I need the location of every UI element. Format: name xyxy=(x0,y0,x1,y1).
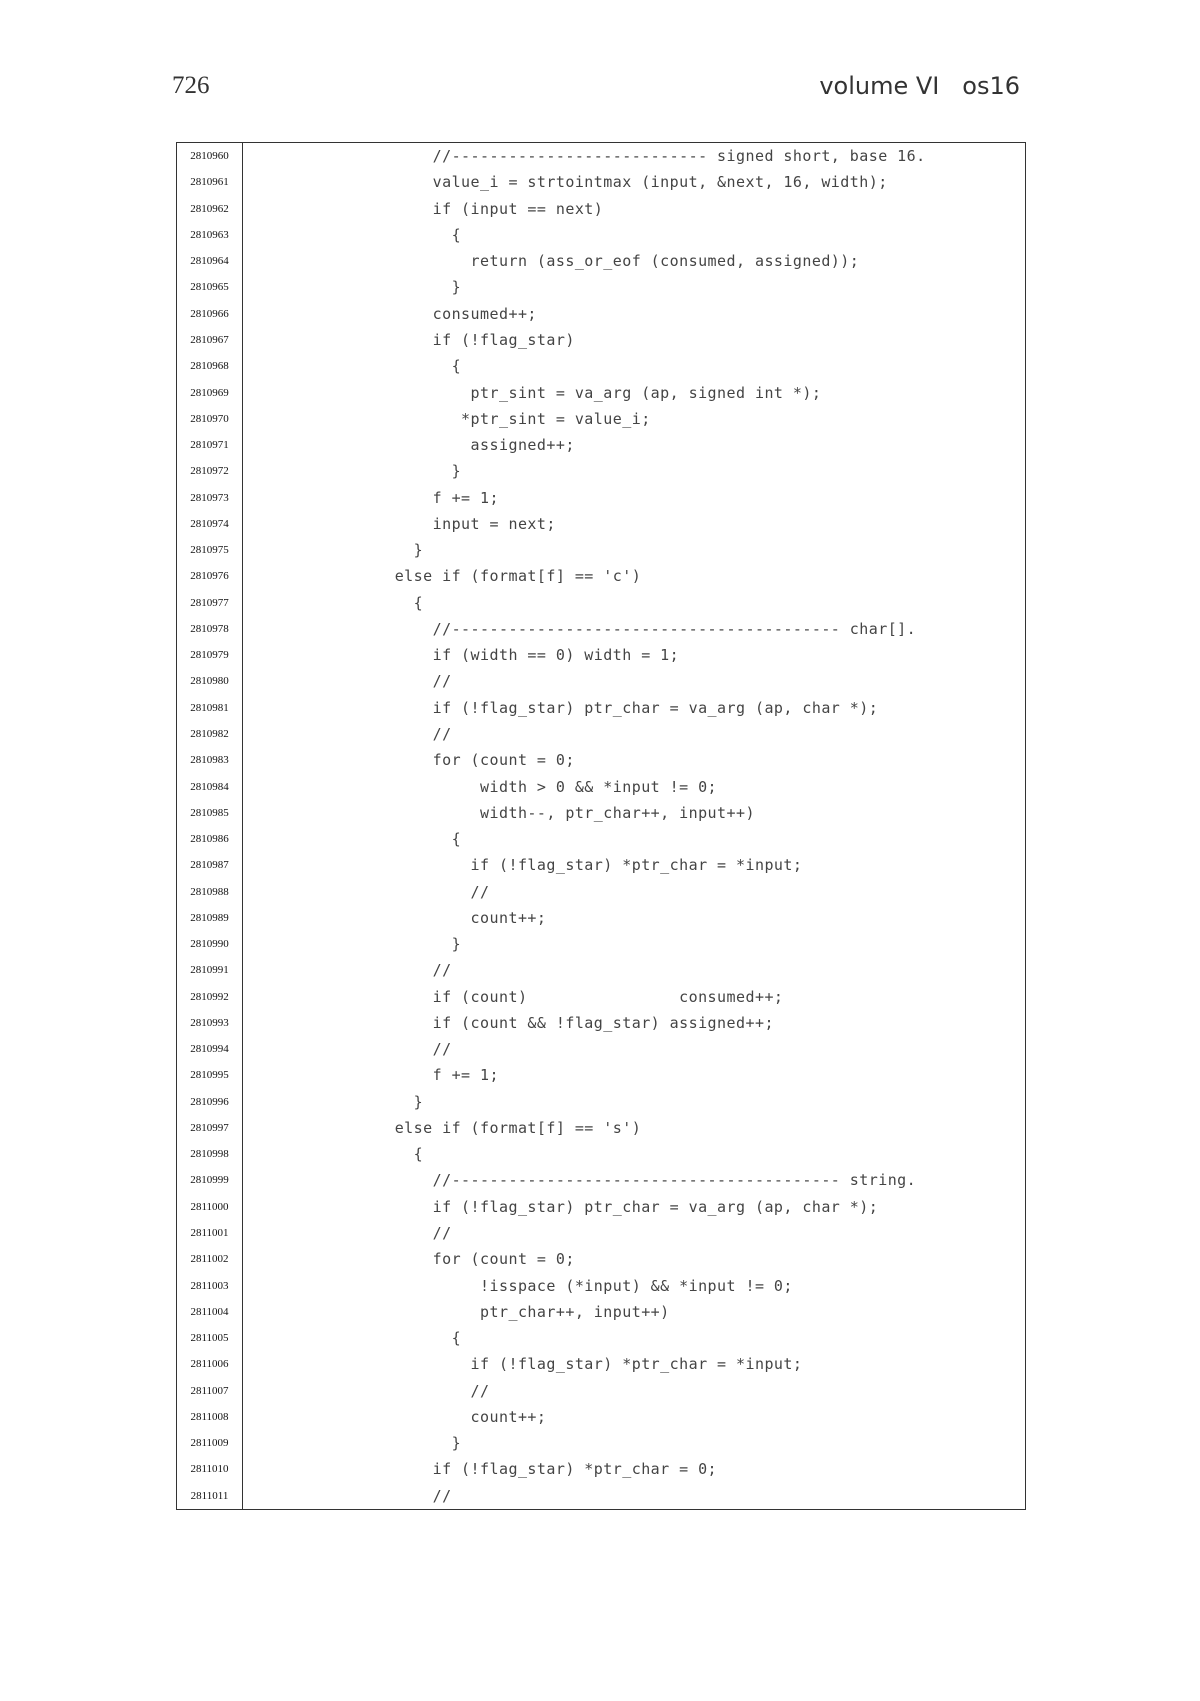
line-number: 2810993 xyxy=(190,1016,229,1029)
line-number: 2810978 xyxy=(190,622,229,635)
code-line: for (count = 0; xyxy=(243,751,575,770)
line-number: 2810997 xyxy=(190,1121,229,1134)
line-number: 2810999 xyxy=(190,1174,229,1187)
code-line: //--------------------------- signed short, base 16. xyxy=(243,147,926,166)
line-number: 2810986 xyxy=(190,833,229,846)
code-line: count++; xyxy=(243,1407,547,1426)
code-line: if (!flag_star) ptr_char = va_arg (ap, char *); xyxy=(243,1197,879,1216)
code-line: } xyxy=(243,541,424,560)
line-number: 2811000 xyxy=(190,1200,229,1213)
line-number: 2810976 xyxy=(190,570,229,583)
code-line: if (count) consumed++; xyxy=(243,987,784,1006)
code-line: { xyxy=(243,1145,424,1164)
code-line: // xyxy=(243,1486,452,1505)
line-number: 2810987 xyxy=(190,859,229,872)
code-line: width--, ptr_char++, input++) xyxy=(243,803,755,822)
line-number: 2811004 xyxy=(190,1305,229,1318)
line-number: 2810973 xyxy=(190,491,229,504)
code-line: //----------------------------------------- string. xyxy=(243,1171,917,1190)
line-number: 2810969 xyxy=(190,386,229,399)
line-number: 2810984 xyxy=(190,780,229,793)
line-number: 2810994 xyxy=(190,1043,229,1056)
line-number: 2810974 xyxy=(190,517,229,530)
code-line: //----------------------------------------- char[]. xyxy=(243,619,917,638)
code-body xyxy=(243,143,1025,1509)
code-line: } xyxy=(243,935,462,954)
line-number: 2810996 xyxy=(190,1095,229,1108)
line-number: 2810980 xyxy=(190,675,229,688)
line-number: 2811001 xyxy=(190,1227,229,1240)
line-number: 2810990 xyxy=(190,938,229,951)
line-number: 2810971 xyxy=(190,439,229,452)
code-line: f += 1; xyxy=(243,1066,499,1085)
code-line: if (!flag_star) *ptr_char = 0; xyxy=(243,1460,718,1479)
code-line: for (count = 0; xyxy=(243,1250,575,1269)
code-line: } xyxy=(243,278,462,297)
code-line: { xyxy=(243,830,462,849)
code-line: else if (format[f] == 's') xyxy=(243,1118,642,1137)
code-line: if (width == 0) width = 1; xyxy=(243,646,680,665)
line-number: 2811002 xyxy=(190,1253,229,1266)
line-number: 2810960 xyxy=(190,150,229,163)
line-number: 2810995 xyxy=(190,1069,229,1082)
line-number: 2810988 xyxy=(190,885,229,898)
line-number: 2810961 xyxy=(190,176,229,189)
code-line: { xyxy=(243,357,462,376)
code-line: consumed++; xyxy=(243,304,537,323)
code-line: { xyxy=(243,593,424,612)
code-line: *ptr_sint = value_i; xyxy=(243,409,651,428)
code-line: return (ass_or_eof (consumed, assigned)); xyxy=(243,252,860,271)
line-number: 2811003 xyxy=(190,1279,229,1292)
code-line: assigned++; xyxy=(243,436,575,455)
line-number: 2810992 xyxy=(190,990,229,1003)
code-line: !isspace (*input) && *input != 0; xyxy=(243,1276,793,1295)
line-number: 2810982 xyxy=(190,727,229,740)
line-number: 2811011 xyxy=(190,1489,229,1502)
code-line: f += 1; xyxy=(243,488,499,507)
code-line: // xyxy=(243,1224,452,1243)
line-number: 2810983 xyxy=(190,754,229,767)
code-line: input = next; xyxy=(243,514,556,533)
code-line: if (!flag_star) xyxy=(243,330,575,349)
line-number: 2810963 xyxy=(190,228,229,241)
line-number: 2811009 xyxy=(190,1437,229,1450)
line-number: 2810991 xyxy=(190,964,229,977)
code-line: } xyxy=(243,462,462,481)
code-line: // xyxy=(243,1381,490,1400)
code-line: value_i = strtointmax (input, &next, 16, width); xyxy=(243,173,888,192)
line-number: 2811007 xyxy=(190,1384,229,1397)
line-number: 2810968 xyxy=(190,360,229,373)
code-line: // xyxy=(243,672,452,691)
code-line: width > 0 && *input != 0; xyxy=(243,777,718,796)
line-number: 2810965 xyxy=(190,281,229,294)
code-line: if (input == next) xyxy=(243,199,604,218)
code-listing xyxy=(176,142,1026,1510)
line-number-gutter xyxy=(177,143,243,1509)
line-number: 2810970 xyxy=(190,412,229,425)
code-line: { xyxy=(243,1329,462,1348)
code-line: if (!flag_star) *ptr_char = *input; xyxy=(243,1355,803,1374)
line-number: 2810977 xyxy=(190,596,229,609)
code-line: // xyxy=(243,724,452,743)
page-number: 726 xyxy=(172,72,210,99)
line-number: 2810966 xyxy=(190,307,229,320)
code-line: } xyxy=(243,1092,424,1111)
line-number: 2811006 xyxy=(190,1358,229,1371)
code-line: if (!flag_star) ptr_char = va_arg (ap, char *); xyxy=(243,698,879,717)
code-line: if (!flag_star) *ptr_char = *input; xyxy=(243,856,803,875)
line-number: 2810981 xyxy=(190,701,229,714)
line-number: 2810967 xyxy=(190,333,229,346)
line-number: 2810975 xyxy=(190,544,229,557)
code-line: } xyxy=(243,1434,462,1453)
code-line: // xyxy=(243,1040,452,1059)
line-number: 2811008 xyxy=(190,1410,229,1423)
code-line: // xyxy=(243,882,490,901)
code-line: else if (format[f] == 'c') xyxy=(243,567,642,586)
code-line: { xyxy=(243,225,462,244)
line-number: 2811005 xyxy=(190,1332,229,1345)
line-number: 2810989 xyxy=(190,911,229,924)
line-number: 2810962 xyxy=(190,202,229,215)
line-number: 2810972 xyxy=(190,465,229,478)
line-number: 2810979 xyxy=(190,649,229,662)
line-number: 2810964 xyxy=(190,255,229,268)
code-line: count++; xyxy=(243,908,547,927)
line-number: 2810998 xyxy=(190,1148,229,1161)
code-line: if (count && !flag_star) assigned++; xyxy=(243,1013,774,1032)
line-number: 2811010 xyxy=(190,1463,229,1476)
code-line: ptr_sint = va_arg (ap, signed int *); xyxy=(243,383,822,402)
code-line: ptr_char++, input++) xyxy=(243,1302,670,1321)
line-number: 2810985 xyxy=(190,806,229,819)
code-line: // xyxy=(243,961,452,980)
running-head: volume VI os16 xyxy=(819,72,1020,100)
